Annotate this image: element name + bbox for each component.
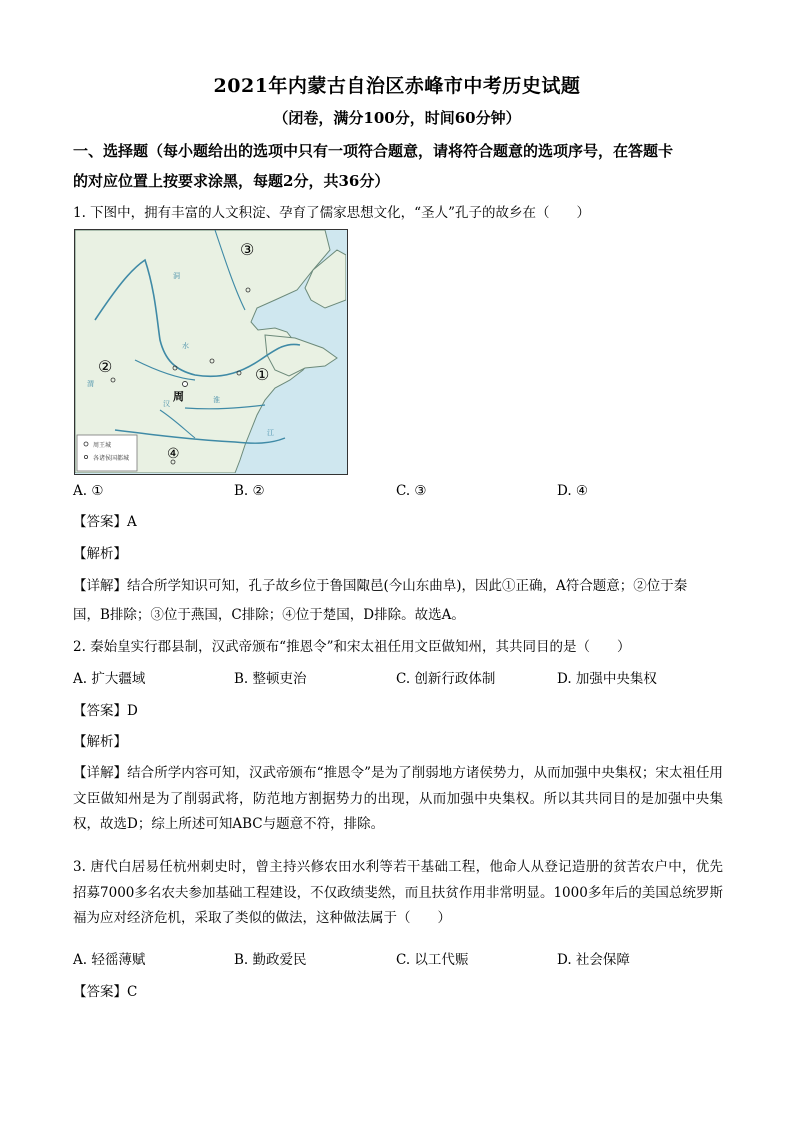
capital-dot [183, 382, 188, 387]
peninsula-shape [265, 335, 337, 376]
q1-detail-line2: 国，B排除；③位于燕国，C排除；④位于楚国，D排除。故选A。 [73, 607, 465, 623]
q2-option-b: B. 整顿吏治 [234, 671, 307, 687]
legend-capital-label: 周王城 [93, 442, 112, 449]
river-label: 江 [267, 429, 274, 437]
q1-option-a: A. ① [73, 483, 104, 499]
q2-answer: 【答案】D [73, 703, 138, 719]
question-1-stem: 1. 下图中，拥有丰富的人文积淀、孕育了儒家思想文化，“圣人”孔子的故乡在（ ） [73, 205, 590, 221]
map-legend-box [77, 435, 137, 471]
section-heading-line1: 一、选择题（每小题给出的选项中只有一项符合题意，请将符合题意的选项序号，在答题卡 [73, 142, 674, 160]
map-marker-4: ④ [167, 446, 180, 462]
map-marker-2: ② [98, 357, 113, 376]
question-3-stem: 3. 唐代白居易任杭州刺史时，曾主持兴修农田水利等若干基础工程，他命人从登记造册的贫苦农户中，优先招募7000多名农夫参加基础工程建设，不仅政绩斐然，而且扶贫作用非常明显。1000多年后的美国总统罗斯福为应对经济危机，采取了类似的做法，这种做法属于（ ） [73, 859, 723, 926]
section-heading-line2: 的对应位置上按要求涂黑，每题2分，共36分） [73, 172, 390, 190]
river-label: 洞 [173, 272, 180, 280]
q1-detail-line1: 【详解】结合所学知识可知，孔子故乡位于鲁国陬邑(今山东曲阜)，因此①正确，A符合题意；②位于秦 [73, 578, 688, 594]
q1-option-b: B. ② [234, 483, 265, 499]
q2-option-c: C. 创新行政体制 [396, 671, 496, 687]
q3-option-d: D. 社会保障 [557, 952, 630, 968]
q2-option-a: A. 扩大疆域 [73, 671, 146, 687]
page-subtitle: （闭卷，满分100分，时间60分钟） [273, 109, 521, 127]
q1-answer: 【答案】A [73, 514, 137, 530]
river-label: 淮 [213, 396, 220, 404]
capital-label: 周 [173, 390, 184, 403]
q1-option-d: D. ④ [557, 483, 589, 499]
q2-analysis-heading: 【解析】 [73, 734, 127, 750]
question-1-map [74, 229, 348, 475]
q3-option-b: B. 勤政爱民 [234, 952, 307, 968]
map-marker-3: ③ [240, 240, 255, 259]
river-label: 渭 [87, 380, 94, 388]
q3-option-c: C. 以工代赈 [396, 952, 469, 968]
map-svg [75, 230, 346, 473]
q1-option-c: C. ③ [396, 483, 427, 499]
river-label: 汉 [163, 400, 170, 408]
q3-answer: 【答案】C [73, 984, 138, 1000]
q3-option-a: A. 轻徭薄赋 [73, 952, 146, 968]
q2-option-d: D. 加强中央集权 [557, 671, 657, 687]
q1-analysis-heading: 【解析】 [73, 546, 127, 562]
map-marker-1: ① [255, 365, 270, 384]
q2-detail: 【详解】结合所学内容可知，汉武帝颁布“推恩令”是为了削弱地方诸侯势力，从而加强中央集权；宋太祖任用文臣做知州是为了削弱武将，防范地方割据势力的出现，从而加强中央集权。所以其共同目的是加强中央集权，故选D；综上所述可知ABC与题意不符，排除。 [73, 765, 723, 832]
page-title: 2021年内蒙古自治区赤峰市中考历史试题 [213, 75, 581, 97]
legend-city-label: 各诸侯国都城 [93, 455, 130, 462]
question-2-stem: 2. 秦始皇实行郡县制，汉武帝颁布“推恩令”和宋太祖任用文臣做知州，其共同目的是（ ） [73, 639, 631, 655]
river-label: 水 [182, 342, 189, 350]
